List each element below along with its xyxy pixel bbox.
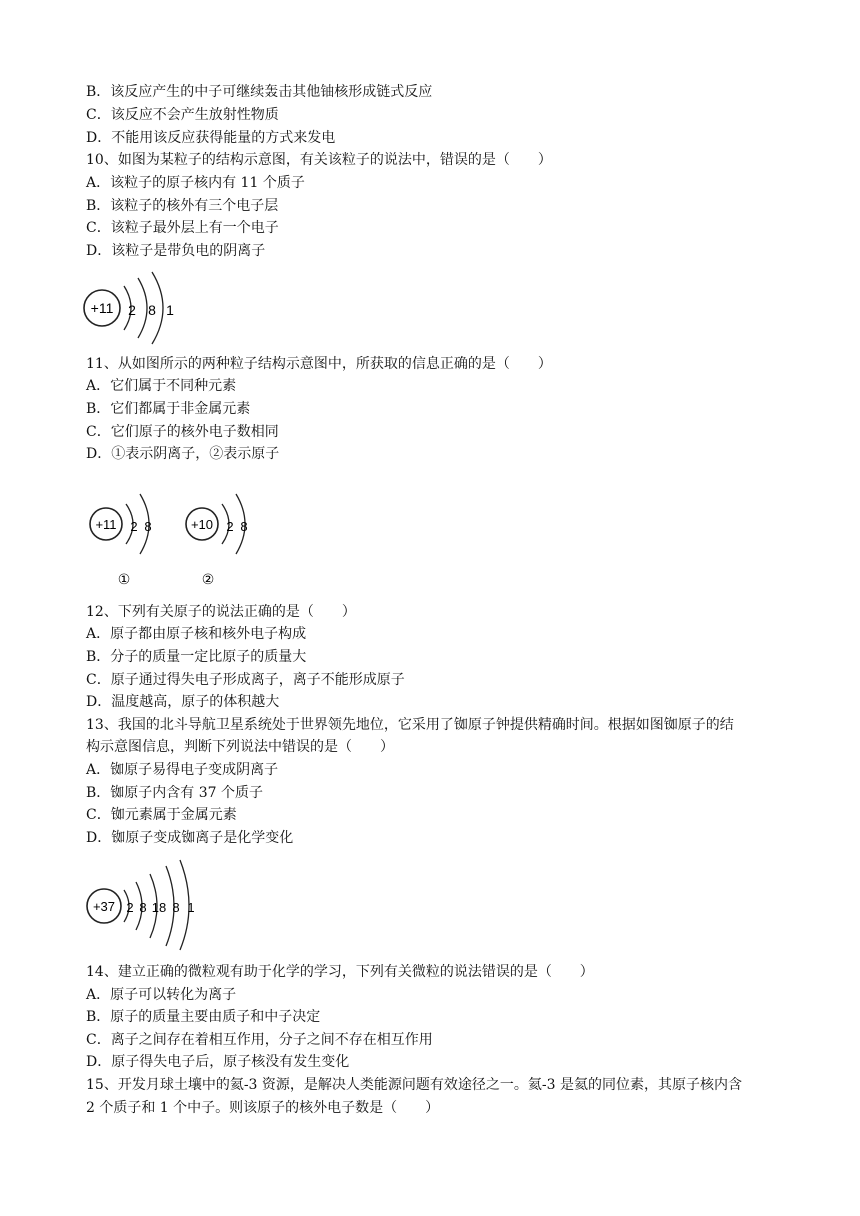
q11-diagram-1 [84, 486, 164, 592]
q14-option-d: D．原子得失电子后，原子核没有发生变化 [86, 1054, 350, 1070]
q10-nucleus-label: +11 [90, 300, 114, 316]
q15-stem-line-1: 15、开发月球土壤中的氦-3 资源，是解决人类能源问题有效途径之一。氦-3 是氦的同位素，其原子核内含 [86, 1077, 742, 1093]
q10-option-d: D．该粒子是带负电的阴离子 [86, 243, 266, 259]
q13-shell-1: 2 [126, 900, 134, 915]
q11-option-c: C．它们原子的核外电子数相同 [86, 424, 279, 440]
q11-diagram-2 [180, 486, 260, 592]
q10-shell-2: 8 [148, 302, 156, 318]
q12-stem: 12、下列有关原子的说法正确的是（ ） [86, 604, 356, 620]
q11-diagram-1-nucleus: +11 [95, 517, 117, 532]
q11-diagram-1-shell-1: 2 [130, 519, 138, 534]
q15-stem-line-2: 2 个质子和 1 个中子。则该原子的核外电子数是（ ） [86, 1100, 440, 1116]
q11-diagram-2-shell-2: 8 [240, 519, 248, 534]
q13-stem-line-2: 构示意图信息，判断下列说法中错误的是（ ） [86, 739, 394, 755]
q13-option-d: D．铷原子变成铷离子是化学变化 [86, 830, 294, 846]
q10-shell-1: 2 [128, 302, 136, 318]
q10-option-a: A．该粒子的原子核内有 11 个质子 [86, 175, 305, 191]
q10-option-b: B．该粒子的核外有三个电子层 [86, 198, 279, 214]
q10-stem: 10、如图为某粒子的结构示意图，有关该粒子的说法中，错误的是（ ） [86, 152, 552, 168]
q13-option-c: C．铷元素属于金属元素 [86, 807, 237, 823]
q11-option-d: D．①表示阴离子，②表示原子 [86, 446, 280, 462]
q13-shell-4: 8 [172, 900, 180, 915]
q14-option-b: B．原子的质量主要由质子和中子决定 [86, 1009, 321, 1025]
q11-diagram-2-label: ② [201, 571, 215, 587]
q13-nucleus-label: +37 [92, 899, 116, 914]
q11-stem: 11、从如图所示的两种粒子结构示意图中，所获取的信息正确的是（ ） [86, 356, 552, 372]
q11-diagram-1-shell-2: 8 [144, 519, 152, 534]
q13-stem-line-1: 13、我国的北斗导航卫星系统处于世界领先地位，它采用了铷原子钟提供精确时间。根据如图铷原子的结 [86, 717, 734, 733]
q13-shell-5: 1 [187, 900, 195, 915]
q14-option-a: A．原子可以转化为离子 [86, 987, 237, 1003]
q11-diagram-1-label: ① [117, 571, 131, 587]
q13-option-a: A．铷原子易得电子变成阴离子 [86, 762, 279, 778]
q11-diagram-2-nucleus: +10 [190, 517, 214, 532]
q12-option-d: D．温度越高，原子的体积越大 [86, 694, 280, 710]
q10-shell-3: 1 [166, 302, 174, 318]
q11-diagram-2-shell-1: 2 [226, 519, 234, 534]
q13-option-b: B．铷原子内含有 37 个质子 [86, 785, 264, 801]
q10-option-c: C．该粒子最外层上有一个电子 [86, 220, 279, 236]
q14-option-c: C．离子之间存在着相互作用，分子之间不存在相互作用 [86, 1032, 433, 1048]
q10-atom-diagram [80, 266, 180, 350]
q9-option-d: D．不能用该反应获得能量的方式来发电 [86, 130, 336, 146]
q11-option-b: B．它们都属于非金属元素 [86, 401, 251, 417]
q9-option-b: B．该反应产生的中子可继续轰击其他铀核形成链式反应 [86, 84, 433, 100]
q12-option-c: C．原子通过得失电子形成离子，离子不能形成原子 [86, 672, 405, 688]
q9-option-c: C．该反应不会产生放射性物质 [86, 107, 279, 123]
q14-stem: 14、建立正确的微粒观有助于化学的学习，下列有关微粒的说法错误的是（ ） [86, 964, 594, 980]
q12-option-a: A．原子都由原子核和核外电子构成 [86, 626, 307, 642]
q13-atom-diagram [84, 856, 204, 952]
q13-shell-3: 18 [151, 900, 167, 915]
q11-option-a: A．它们属于不同种元素 [86, 378, 237, 394]
q12-option-b: B．分子的质量一定比原子的质量大 [86, 649, 307, 665]
q13-shell-2: 8 [139, 900, 147, 915]
